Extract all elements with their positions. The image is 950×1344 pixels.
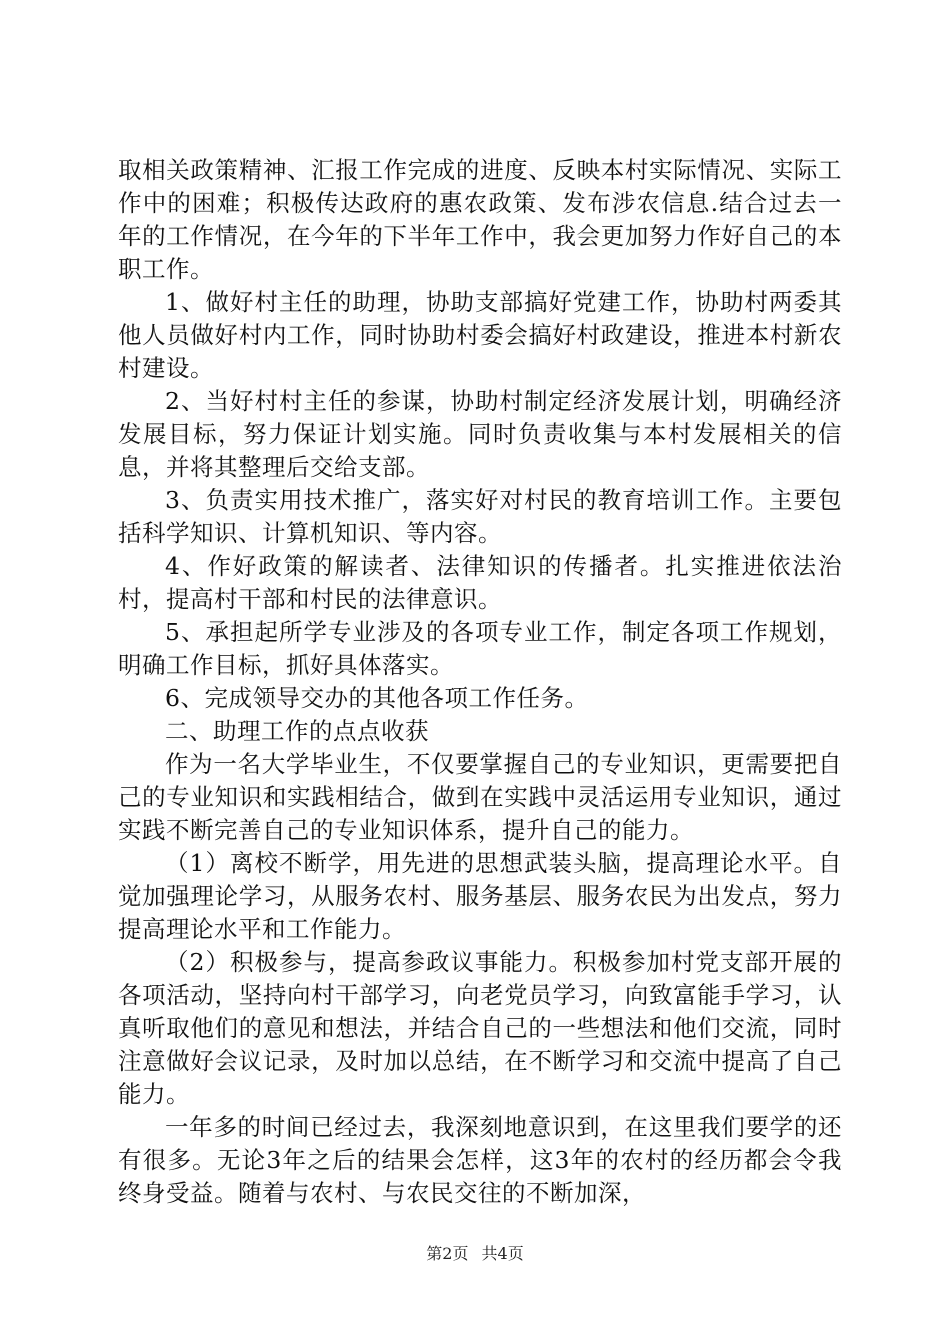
- paragraph: 2、当好村村主任的参谋，协助村制定经济发展计划，明确经济发展目标，努力保证计划实施。同时负责收集与本村发展相关的信息，并将其整理后交给支部。: [118, 387, 842, 481]
- paragraph: 3、负责实用技术推广，落实好对村民的教育培训工作。主要包括科学知识、计算机知识、等内容。: [118, 486, 842, 547]
- page-footer: [0, 1244, 950, 1264]
- section-heading: 二、助理工作的点点收获: [165, 717, 429, 745]
- document-body: [118, 154, 842, 1210]
- paragraph: 5、承担起所学专业涉及的各项专业工作，制定各项工作规划，明确工作目标，抓好具体落实。: [118, 618, 842, 679]
- page-total: 共4页: [481, 1244, 524, 1263]
- paragraph: 1、做好村主任的助理，协助支部搞好党建工作，协助村两委其他人员做好村内工作，同时协助村委会搞好村政建设，推进本村新农村建设。: [118, 288, 842, 382]
- paragraph: （1）离校不断学，用先进的思想武装头脑，提高理论水平。自觉加强理论学习，从服务农村、服务基层、服务农民为出发点，努力提高理论水平和工作能力。: [118, 849, 842, 943]
- paragraph: 4、作好政策的解读者、法律知识的传播者。扎实推进依法治村，提高村干部和村民的法律意识。: [118, 552, 842, 613]
- paragraph: 6、完成领导交办的其他各项工作任务。: [165, 684, 589, 712]
- paragraph: （2）积极参与，提高参政议事能力。积极参加村党支部开展的各项活动，坚持向村干部学习，向老党员学习，向致富能手学习，认真听取他们的意见和想法，并结合自己的一些想法和他们交流，同时注意做好会议记录，及时加以总结，在不断学习和交流中提高了自己能力。: [118, 948, 842, 1108]
- paragraph: 一年多的时间已经过去，我深刻地意识到，在这里我们要学的还有很多。无论3年之后的结果会怎样，这3年的农村的经历都会令我终身受益。随着与农村、与农民交往的不断加深，: [118, 1113, 842, 1207]
- page-number: 第2页: [426, 1244, 469, 1263]
- paragraph: 作为一名大学毕业生，不仅要掌握自己的专业知识，更需要把自己的专业知识和实践相结合，做到在实践中灵活运用专业知识，通过实践不断完善自己的专业知识体系，提升自己的能力。: [118, 750, 842, 844]
- paragraph: 取相关政策精神、汇报工作完成的进度、反映本村实际情况、实际工作中的困难；积极传达政府的惠农政策、发布涉农信息.结合过去一年的工作情况，在今年的下半年工作中，我会更加努力作好自己的本职工作。: [118, 156, 842, 283]
